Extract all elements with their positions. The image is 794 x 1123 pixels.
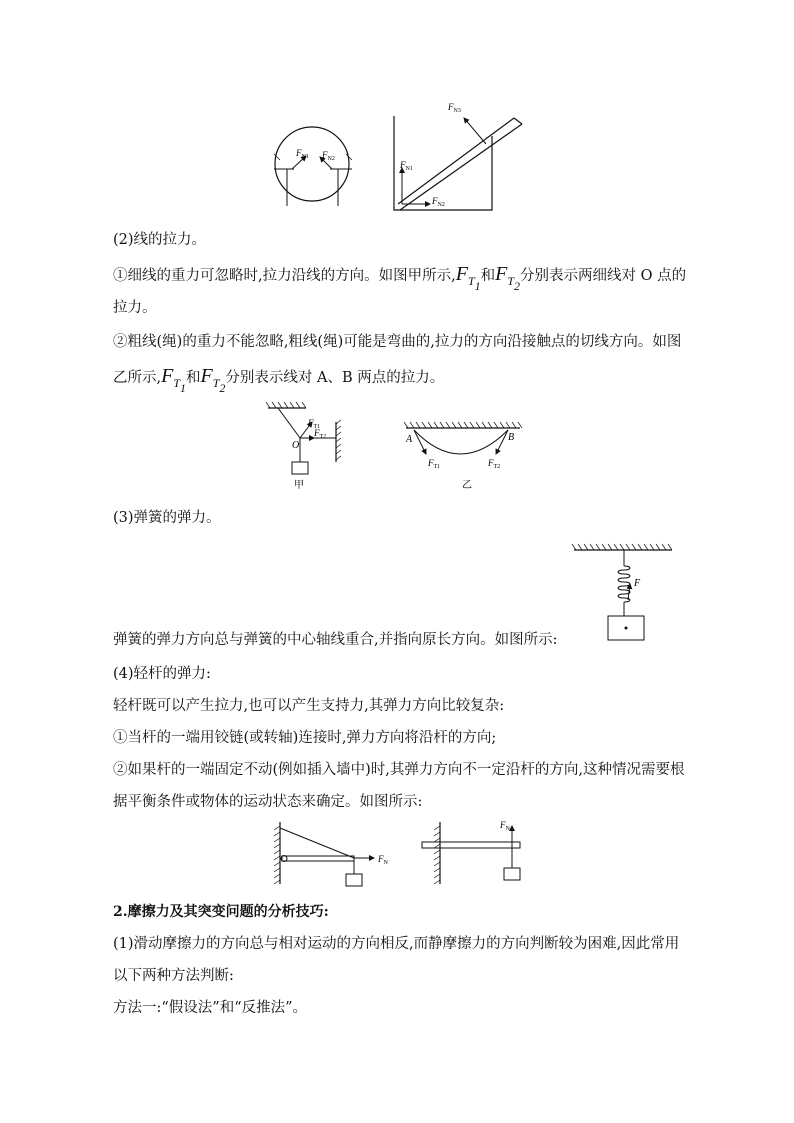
circle-force-label-2: $F_{N2}$ (322, 150, 335, 162)
paragraph-rope-tension-title: (2)线的拉力。 (113, 232, 207, 248)
rope-right-label-1: $F_{T1}$ (428, 458, 441, 470)
paragraph-rod-intro: 轻杆既可以产生拉力,也可以产生支持力,其弹力方向比较复杂: (113, 698, 505, 714)
paragraph-friction-2: 以下两种方法判断: (113, 968, 234, 984)
paragraph-rod-hinge: ①当杆的一端用铰链(或转轴)连接时,弹力方向将沿杆的方向; (113, 730, 497, 746)
paragraph-thick-rope-2: 乙所示$,F_{T_1}$和$F_{T_2}$分别表示线对 A、B 两点的拉力。 (113, 365, 445, 395)
fixed-rod-force-label: $F_N$ (500, 820, 510, 832)
point-a-label: A (406, 434, 413, 445)
rod-in-box (394, 116, 522, 210)
spring-force-label: F (634, 578, 641, 589)
formula-ft2-b: $F_{T_2}$ (200, 365, 226, 395)
normal-force-figure (262, 96, 502, 216)
rod-force-label-up: $F_{N1}$ (400, 160, 413, 172)
paragraph-rod-title: (4)轻杆的弹力: (113, 666, 211, 682)
rope-left-label-1: $F_{T1}$ (308, 418, 321, 430)
thin-rope-diagram (266, 402, 341, 474)
formula-ft1: $F_{T_1}$ (455, 263, 481, 293)
point-b-label: B (508, 432, 515, 443)
formula-ft2: $F_{T_2}$ (495, 263, 521, 293)
paragraph-rod-fixed-2: 据平衡条件或物体的运动状态来确定。如图所示: (113, 794, 423, 810)
circle-force-label-1: $F_{N1}$ (296, 148, 309, 160)
hinged-rod-diagram (274, 822, 374, 886)
rope-tension-figure (262, 400, 532, 490)
rod-figure (268, 816, 528, 890)
spring-figure (572, 544, 676, 644)
paragraph-rod-fixed: ②如果杆的一端固定不动(例如插入墙中)时,其弹力方向不一定沿杆的方向,这种情况需要根 (113, 762, 685, 778)
thick-rope-diagram (404, 422, 522, 454)
rod-force-label-right: $F_{N2}$ (432, 196, 445, 208)
paragraph-spring-title: (3)弹簧的弹力。 (113, 510, 221, 526)
spring-diagram (572, 544, 672, 640)
caption-yi: 乙 (462, 480, 472, 491)
paragraph-method-one: 方法一:“假设法”和“反推法”。 (113, 1000, 308, 1016)
rope-left-label-2: $F_{T2}$ (314, 428, 327, 440)
hinged-rod-force-label: $F_N$ (378, 854, 388, 866)
formula-ft1-b: $F_{T_1}$ (161, 365, 187, 395)
ball-on-supports (274, 127, 352, 206)
point-o-label: O (292, 440, 300, 451)
paragraph-thick-rope: ②粗线(绳)的重力不能忽略,粗线(绳)可能是弯曲的,拉力的方向沿接触点的切线方向。如图 (113, 334, 682, 350)
paragraph-thin-rope: ①细线的重力可忽略时,拉力沿线的方向。如图甲所示$,F_{T_1}$和$F_{T_2}$分别表示两细线对 O 点的 (113, 263, 687, 293)
rod-force-label-top: $F_{N3}$ (448, 102, 461, 114)
rope-right-label-2: $F_{T2}$ (488, 458, 501, 470)
paragraph-spring-direction: 弹簧的弹力方向总与弹簧的中心轴线重合,并指向原长方向。如图所示: (113, 632, 558, 648)
caption-jia: 甲 (294, 480, 304, 491)
paragraph-friction: (1)滑动摩擦力的方向总与相对运动的方向相反,而静摩擦力的方向判断较为困难,因此常用 (113, 936, 680, 952)
paragraph-thin-rope-end: 拉力。 (113, 300, 157, 316)
section-heading-friction: 2.摩擦力及其突变问题的分析技巧: (113, 904, 329, 920)
